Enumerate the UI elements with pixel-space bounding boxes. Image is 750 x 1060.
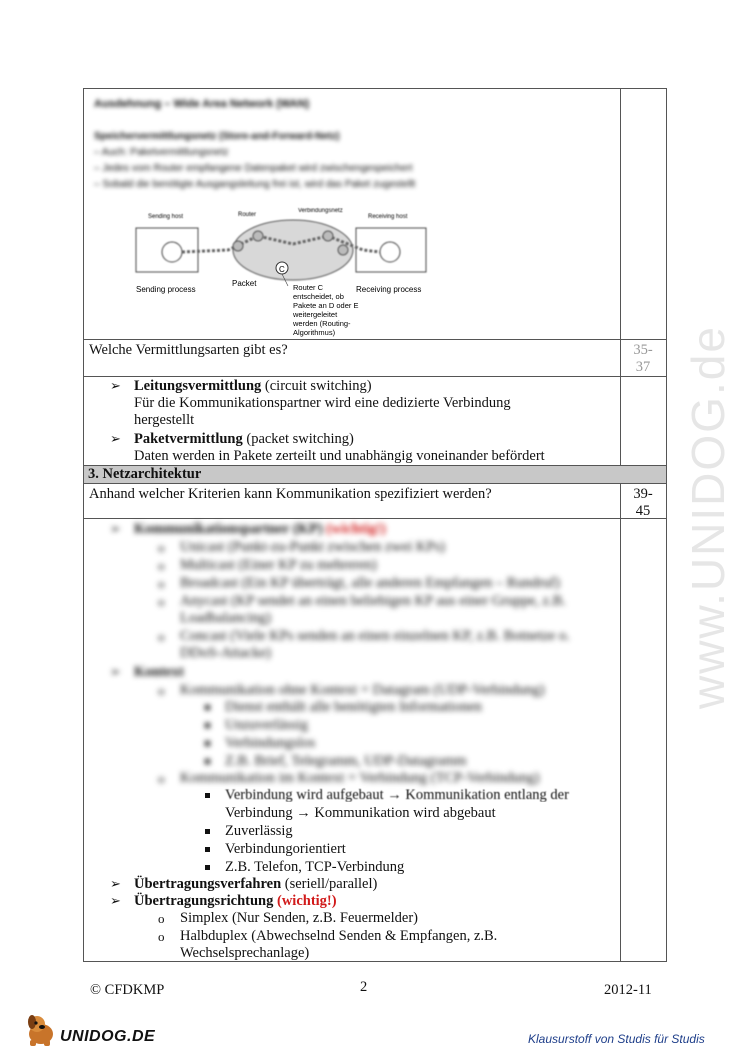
arrow-bullet-icon: ➢ [110,893,121,908]
wan-bullet: – Auch: Paketvermittlungsnetz [94,147,229,158]
footer-page-number: 2 [360,979,368,995]
kontext-item: Unzuverlässig [225,717,308,733]
kp-title: Kommunikationspartner (KP) (wichtig!) [134,521,386,537]
row-divider [83,376,667,377]
table-column-divider-lower [620,483,621,962]
row-divider [83,483,667,484]
unidog-logo [24,1012,154,1052]
svg-text:Algorithmus): Algorithmus) [293,328,336,337]
circle-bullet-icon: o [158,683,165,698]
kontext-item: Z.B. Telefon, TCP-Verbindung [225,859,405,875]
wan-subheading: Speichervermittlungsnetz (Store-and-Forward-Netz) [94,131,340,142]
kp-item: Broadcast (Ein KP überträgt, alle anderen Empfangen – Rundruf) [180,575,560,591]
router-note [292,283,358,337]
kontext-item: Verbindung wird aufgebaut → Kommunikation entlang der [225,787,569,802]
kp-item: Anycast (KP sendet an einen beliebigen KP aus einer Gruppe, z.B. [180,593,566,609]
circle-bullet-icon: o [158,540,165,555]
arrow-bullet-icon: ➢ [110,664,121,679]
richtung-item: Wechselsprechanlage) [180,945,310,961]
arrow-bullet-icon: ➢ [110,431,121,446]
svg-text:entscheidet, ob: entscheidet, ob [293,292,344,301]
store-forward-diagram [128,200,448,340]
section-title: 3. Netzarchitektur [88,466,202,482]
kontext-item: Dienst enthält alle benötigten Informationen [225,699,482,715]
square-bullet-icon [205,759,210,764]
circle-bullet-icon: o [158,576,165,591]
item-paketvermittlung: Paketvermittlung (packet switching) [134,431,354,447]
square-bullet-icon [205,793,210,798]
wan-bullet: – Jedes vom Router empfangene Datenpaket wird zwischengespeichert [94,163,413,174]
row-divider [83,518,667,519]
arrow-bullet-icon: ➢ [110,521,121,536]
kontext-title: Kontext [134,664,184,680]
square-bullet-icon [205,847,210,852]
svg-text:Router: Router [238,212,257,218]
partially-clipped-line [0,784,750,802]
svg-text:werden (Routing-: werden (Routing- [293,319,351,328]
kp-item: Unicast (Punkt-zu-Punkt zwischen zwei KPs) [180,539,445,555]
svg-text:Receiving host: Receiving host [368,214,408,220]
square-bullet-icon [205,723,210,728]
page-ref: 35- 37 [633,342,653,375]
square-bullet-icon [205,705,210,710]
dog-icon [24,1012,58,1048]
watermark [668,280,738,740]
circle-bullet-icon: o [158,929,165,944]
wan-bullet: – Sobald die benötigte Ausgangsleitung frei ist, wird das Paket zugestellt [94,179,416,190]
circle-bullet-icon: o [158,558,165,573]
table-border-left [83,88,84,962]
kontext-ohne: Kommunikation ohne Kontext = Datagram (UDP-Verbindung) [180,682,545,698]
uebertragungsrichtung: Übertragungsrichtung (wichtig!) [134,893,337,909]
circle-bullet-icon: o [158,594,165,609]
kontext-item: Verbindungorientiert [225,841,346,857]
richtung-item: Halbduplex (Abwechselnd Senden & Empfangen, z.B. [180,928,498,944]
table-column-divider [620,88,621,465]
kontext-item: Verbindungslos [225,735,316,751]
kontext-mit: Kommunikation im Kontext = Verbindung (TCP-Verbindung) [180,770,540,786]
footer-date: 2012-11 [604,982,652,998]
item-desc: hergestellt [134,412,195,428]
table-border-right [666,88,667,962]
kp-item: Loadbalancing) [180,610,271,626]
svg-text:weitergeleitet: weitergeleitet [293,310,338,319]
watermark-text: www.UNIDOG.de [682,325,734,709]
arrow-bullet-icon: ➢ [110,876,121,891]
kp-item: Multicast (Einer KP zu mehreren) [180,557,377,573]
kontext-item: Zuverlässig [225,823,293,839]
svg-text:Router C: Router C [293,283,324,292]
packet-label: Packet [232,279,257,288]
sending-process-label: Sending process [136,285,196,294]
question-vermittlungsarten: Welche Vermittlungsarten gibt es? [89,342,288,358]
question-kriterien: Anhand welcher Kriterien kann Kommunikation spezifiziert werden? [89,486,492,502]
uebertragungsverfahren: Übertragungsverfahren (seriell/parallel) [134,876,378,892]
circle-bullet-icon: o [158,911,165,926]
square-bullet-icon [205,829,210,834]
square-bullet-icon [205,741,210,746]
kontext-item: Verbindung → Kommunikation wird abgebaut [225,805,496,821]
kp-item: Concast (Viele KPs senden an einen einzelnen KP, z.B. Botnetze o. [180,628,570,644]
footer-tagline: Klausurstoff von Studis für Studis [528,1032,705,1046]
item-leitungsvermittlung: Leitungsvermittlung (circuit switching) [134,378,372,394]
circle-bullet-icon: o [158,629,165,644]
table-border-top [83,88,667,89]
svg-text:Pakete an D oder E: Pakete an D oder E [293,301,359,310]
item-desc: Daten werden in Pakete zerteilt und unabhängig voneinander befördert [134,448,545,464]
richtung-item: Simplex (Nur Senden, z.B. Feuermelder) [180,910,418,926]
arrow-bullet-icon: ➢ [110,378,121,393]
svg-text:Sending host: Sending host [148,214,184,220]
footer-copyright: © CFDKMP [90,982,165,998]
svg-text:Verbindungsnetz: Verbindungsnetz [298,208,343,214]
wan-heading: Ausdehnung – Wide Area Network (WAN) [94,98,310,110]
router-c-label: C [279,265,285,274]
logo-text: UNIDOG.DE [60,1028,156,1045]
square-bullet-icon [205,865,210,870]
table-border-bottom [83,961,667,962]
receiving-process-label: Receiving process [356,285,422,294]
circle-bullet-icon: o [158,771,165,786]
kontext-item: Z.B. Brief, Telegramm, UDP-Datagramm [225,753,467,769]
kp-item: DDoS-Attacke) [180,645,272,661]
page-ref: 39- 45 [633,486,653,519]
item-desc: Für die Kommunikationspartner wird eine dedizierte Verbindung [134,395,511,411]
